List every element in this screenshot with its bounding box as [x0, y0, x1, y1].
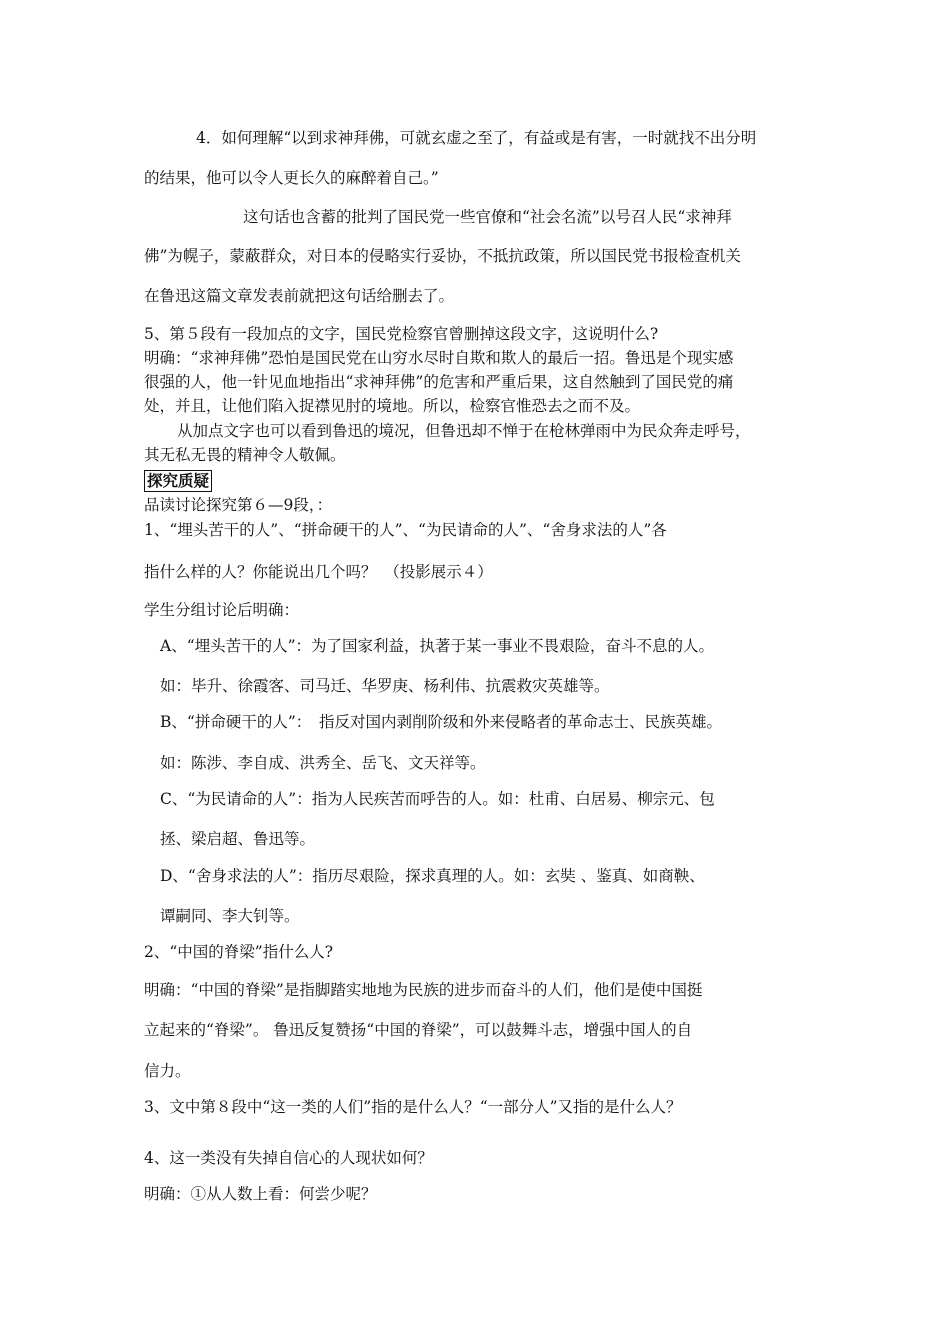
- s1-item-c-line2: 拯、梁启超、鲁迅等。: [160, 830, 316, 848]
- q5-answer-line3: 处，并且，让他们陷入捉襟见肘的境地。所以，检察官惟恐去之而不及。: [144, 397, 641, 415]
- s1-question-line1: 1、“埋头苦干的人”、“拼命硬干的人”、“为民请命的人”、“舍身求法的人”各: [144, 521, 667, 539]
- s2-answer-line1: 明确：“中国的脊梁”是指脚踏实地地为民族的进步而奋斗的人们，他们是使中国挺: [144, 981, 703, 999]
- s4-question: 4、这一类没有失掉自信心的人现状如何？: [144, 1149, 433, 1167]
- s1-item-a: A、“埋头苦干的人”：为了国家利益，执著于某一事业不畏艰险，奋斗不息的人。: [160, 637, 715, 655]
- section-intro: 品读讨论探究第６—9段，：: [144, 496, 333, 514]
- s2-question: 2、“中国的脊梁”指什么人?: [144, 943, 334, 961]
- q4-line1: 4．如何理解“以到求神拜佛，可就玄虚之至了，有益或是有害，一时就找不出分明: [196, 129, 757, 147]
- q5-answer-line4: 从加点文字也可以看到鲁迅的境况，但鲁迅却不惮于在枪林弹雨中为民众奔走呼号，: [177, 422, 751, 440]
- s1-item-b-examples: 如：陈涉、李自成、洪秀全、岳飞、文天祥等。: [160, 754, 486, 772]
- s1-item-c-line1: C、“为民请命的人”：指为人民疾苦而呼告的人。如：杜甫、白居易、柳宗元、包: [160, 790, 715, 808]
- s1-item-d-line2: 谭嗣同、李大钊等。: [160, 907, 300, 925]
- q5-answer-line1: 明确：“求神拜佛”恐怕是国民党在山穷水尽时自欺和欺人的最后一招。鲁迅是个现实感: [144, 349, 734, 367]
- q4-answer-line2: 佛”为幌子，蒙蔽群众，对日本的侵略实行妥协，不抵抗政策，所以国民党书报检查机关: [144, 247, 741, 265]
- s1-question-line2: 指什么样的人？你能说出几个吗？ （投影展示４）: [144, 563, 493, 581]
- s1-lead: 学生分组讨论后明确：: [144, 601, 300, 619]
- s4-answer-line1: 明确：①从人数上看：何尝少呢？: [144, 1185, 377, 1203]
- q5-answer-line5: 其无私无畏的精神令人敬佩。: [144, 446, 346, 464]
- s2-answer-line2: 立起来的“脊梁”。 鲁迅反复赞扬“中国的脊梁”，可以鼓舞斗志，增强中国人的自: [144, 1021, 693, 1039]
- s2-answer-line3: 信力。: [144, 1062, 191, 1080]
- section-title: 探究质疑: [144, 470, 212, 492]
- q4-answer-line3: 在鲁迅这篇文章发表前就把这句话给删去了。: [144, 287, 455, 305]
- q5-question: 5、第５段有一段加点的文字，国民党检察官曾删掉这段文字，这说明什么?: [144, 325, 659, 343]
- s1-item-d-line1: D、“舍身求法的人”：指历尽艰险，探求真理的人。如：玄奘 、鉴真、如商鞅、: [160, 867, 705, 885]
- q4-line2: 的结果，他可以令人更长久的麻醉着自己。”: [144, 169, 439, 187]
- s1-item-b: B、“拼命硬干的人”： 指反对国内剥削阶级和外来侵略者的革命志士、民族英雄。: [160, 713, 722, 731]
- q5-answer-line2: 很强的人，他一针见血地指出“求神拜佛”的危害和严重后果，这自然触到了国民党的痛: [144, 373, 734, 391]
- s1-item-a-examples: 如：毕升、徐霞客、司马迁、华罗庚、杨利伟、抗震救灾英雄等。: [160, 677, 610, 695]
- s3-question: 3、文中第８段中“这一类的人们”指的是什么人？“一部分人”又指的是什么人？: [144, 1098, 682, 1116]
- q4-answer-line1: 这句话也含蓄的批判了国民党一些官僚和“社会名流”以号召人民“求神拜: [243, 208, 732, 226]
